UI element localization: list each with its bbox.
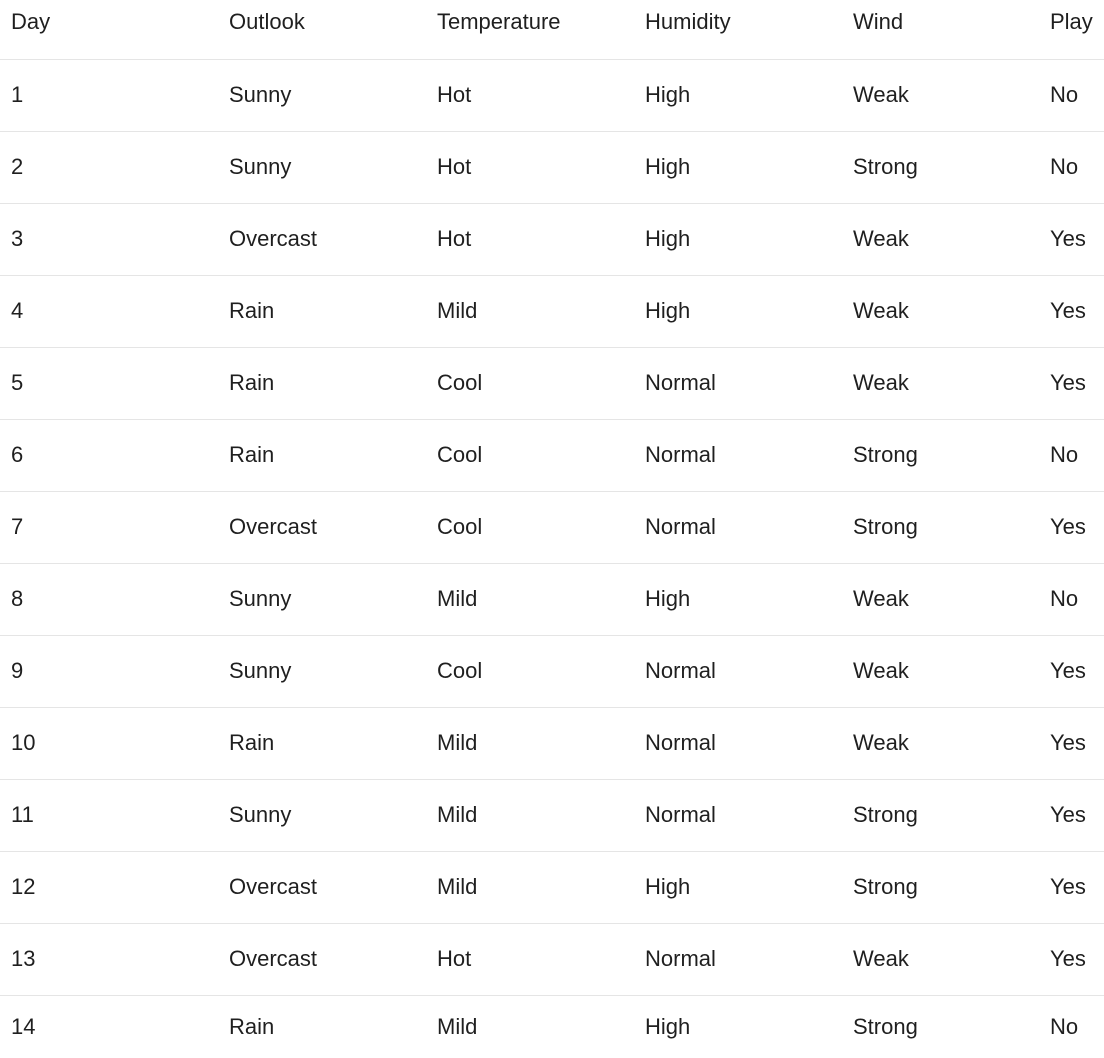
cell-play: Yes [1050, 491, 1104, 563]
cell-humidity: High [634, 59, 842, 131]
table-row [0, 995, 1104, 1058]
cell-day: 3 [0, 203, 218, 275]
cell-day: 10 [0, 707, 218, 779]
cell-outlook: Rain [218, 275, 426, 347]
cell-play: No [1050, 563, 1104, 635]
cell-outlook: Overcast [218, 491, 426, 563]
cell-outlook: Overcast [218, 851, 426, 923]
cell-temperature: Mild [426, 779, 634, 851]
cell-play: Yes [1050, 635, 1104, 707]
cell-day: 14 [11, 1013, 36, 1039]
cell-play: No [1050, 59, 1104, 131]
table-row [0, 923, 1104, 995]
cell-outlook: Overcast [218, 923, 426, 995]
header-humidity: Humidity [634, 0, 842, 59]
cell-play: Yes [1050, 851, 1104, 923]
header-play: Play [1050, 0, 1104, 59]
cell-play: No [1050, 1013, 1079, 1039]
cell-day: 11 [0, 779, 218, 851]
table-body [0, 59, 1104, 1058]
cell-play: Yes [1050, 779, 1104, 851]
cell-humidity: High [634, 563, 842, 635]
cell-temperature: Mild [426, 707, 634, 779]
table-header [0, 0, 1104, 59]
header-wind: Wind [842, 0, 1050, 59]
cell-wind: Weak [842, 635, 1050, 707]
table-row [0, 203, 1104, 275]
cell-wind: Strong [842, 491, 1050, 563]
cell-day: 2 [0, 131, 218, 203]
table-row [0, 275, 1104, 347]
table-row [0, 59, 1104, 131]
cell-outlook: Sunny [218, 59, 426, 131]
header-outlook: Outlook [218, 0, 426, 59]
cell-play: Yes [1050, 923, 1104, 995]
cell-humidity: Normal [634, 347, 842, 419]
cell-wind: Weak [842, 203, 1050, 275]
cell-temperature: Cool [426, 419, 634, 491]
cell-play: Yes [1050, 275, 1104, 347]
cell-temperature: Cool [426, 491, 634, 563]
table-row [0, 491, 1104, 563]
header-temperature: Temperature [426, 0, 634, 59]
table-row [0, 563, 1104, 635]
cell-outlook: Sunny [218, 131, 426, 203]
header-row [0, 0, 1104, 59]
cell-outlook: Sunny [218, 779, 426, 851]
cell-play: Yes [1050, 203, 1104, 275]
cell-humidity: High [634, 275, 842, 347]
cell-humidity: Normal [634, 491, 842, 563]
table-row [0, 419, 1104, 491]
cell-outlook: Rain [218, 419, 426, 491]
cell-outlook: Rain [218, 707, 426, 779]
cell-temperature: Cool [426, 347, 634, 419]
cell-wind: Weak [842, 347, 1050, 419]
cell-outlook: Rain [229, 1013, 275, 1039]
cell-humidity: High [634, 203, 842, 275]
cell-humidity: Normal [634, 779, 842, 851]
cell-day: 6 [0, 419, 218, 491]
cell-temperature: Hot [426, 131, 634, 203]
cell-day: 12 [0, 851, 218, 923]
table-row [0, 779, 1104, 851]
cell-day: 13 [0, 923, 218, 995]
header-day: Day [0, 0, 218, 59]
cell-wind: Strong [842, 779, 1050, 851]
cell-day: 8 [0, 563, 218, 635]
cell-day: 1 [0, 59, 218, 131]
cell-outlook: Overcast [218, 203, 426, 275]
table-row [0, 707, 1104, 779]
table-row [0, 347, 1104, 419]
cell-day: 5 [0, 347, 218, 419]
cell-wind: Weak [842, 275, 1050, 347]
table-row [0, 635, 1104, 707]
cell-day: 4 [0, 275, 218, 347]
table-row [0, 851, 1104, 923]
cell-temperature: Mild [426, 275, 634, 347]
cell-temperature: Hot [426, 59, 634, 131]
cell-play: No [1050, 131, 1104, 203]
cell-play: Yes [1050, 707, 1104, 779]
cell-humidity: High [634, 131, 842, 203]
cell-humidity: Normal [634, 419, 842, 491]
cell-wind: Strong [853, 1013, 918, 1039]
table-row [0, 131, 1104, 203]
cell-humidity: Normal [634, 707, 842, 779]
cell-humidity: Normal [634, 635, 842, 707]
cell-temperature: Mild [426, 851, 634, 923]
cell-day: 9 [0, 635, 218, 707]
cell-temperature: Cool [426, 635, 634, 707]
cell-wind: Weak [842, 923, 1050, 995]
cell-wind: Weak [842, 59, 1050, 131]
cell-day: 7 [0, 491, 218, 563]
cell-humidity: Normal [634, 923, 842, 995]
cell-temperature: Mild [437, 1013, 478, 1039]
cell-wind: Strong [842, 131, 1050, 203]
cell-outlook: Sunny [218, 635, 426, 707]
cell-temperature: Hot [426, 203, 634, 275]
cell-humidity: High [645, 1013, 691, 1039]
cell-outlook: Rain [218, 347, 426, 419]
cell-wind: Strong [842, 851, 1050, 923]
cell-wind: Weak [842, 563, 1050, 635]
cell-play: Yes [1050, 347, 1104, 419]
cell-outlook: Sunny [218, 563, 426, 635]
cell-play: No [1050, 419, 1104, 491]
cell-wind: Weak [842, 707, 1050, 779]
cell-humidity: High [634, 851, 842, 923]
cell-temperature: Mild [426, 563, 634, 635]
cell-temperature: Hot [426, 923, 634, 995]
cell-wind: Strong [842, 419, 1050, 491]
